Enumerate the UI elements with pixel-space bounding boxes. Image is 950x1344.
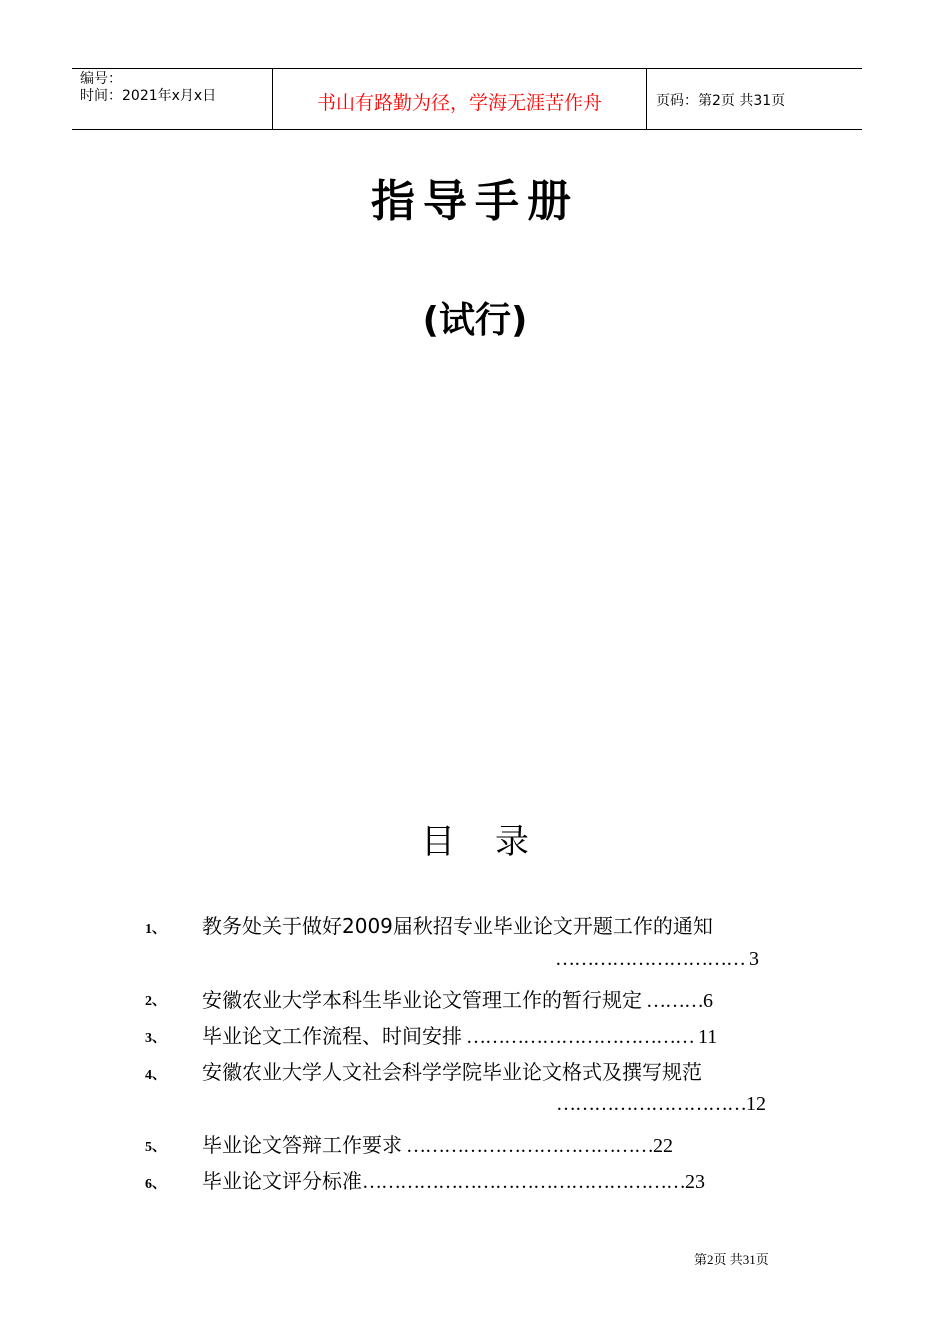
toc-item-dots: ………………………………… xyxy=(402,1135,653,1157)
toc-item-number: 1、 xyxy=(145,922,166,937)
toc-item-dots: …………………………………………… xyxy=(362,1171,685,1193)
time-label: 时间：2021年x月x日 xyxy=(80,88,217,104)
toc-item-dots: ……………………………… xyxy=(462,1026,698,1048)
toc-item-title[interactable]: 安徽农业大学人文社会科学学院毕业论文格式及撰写规范 xyxy=(202,1060,702,1084)
page-title: 指导手册 xyxy=(371,176,579,227)
toc-item-number: 2、 xyxy=(145,994,166,1009)
toc-item-page: 23 xyxy=(685,1171,705,1193)
toc-item-dots: ………………………… xyxy=(556,1093,746,1115)
toc-item-row[interactable] xyxy=(202,1129,673,1158)
toc-item-dots: ……… xyxy=(642,990,703,1012)
toc-item-dots: ………………………… xyxy=(555,948,749,970)
page-header xyxy=(72,68,862,130)
toc-item-page: 22 xyxy=(653,1135,673,1157)
serial-label: 编号： xyxy=(80,71,122,87)
toc-item-page[interactable]: 12 xyxy=(746,1093,766,1115)
header-motto: 书山有路勤为径，学海无涯苦作舟 xyxy=(316,92,602,114)
toc-item-number: 6、 xyxy=(145,1177,166,1192)
toc-item-row[interactable] xyxy=(202,984,713,1013)
toc-heading-char: 目 xyxy=(421,822,455,862)
toc-item-page: 11 xyxy=(698,1026,718,1048)
toc-heading xyxy=(0,814,950,863)
toc-item-page: 6 xyxy=(703,990,713,1012)
header-divider xyxy=(646,69,647,129)
page-subtitle: (试行) xyxy=(422,300,528,341)
toc-item-row[interactable] xyxy=(202,1165,705,1194)
toc-item-leader-line xyxy=(555,948,759,971)
toc-item-number: 5、 xyxy=(145,1140,166,1155)
toc-item-title[interactable]: 教务处关于做好2009届秋招专业毕业论文开题工作的通知 xyxy=(202,914,713,938)
toc-item-title: 毕业论文评分标准 xyxy=(202,1169,362,1193)
page-footer: 第2页 共31页 xyxy=(694,1252,769,1267)
toc-item-title: 毕业论文工作流程、时间安排 xyxy=(202,1024,462,1048)
toc-item-number: 4、 xyxy=(145,1068,166,1083)
header-meta xyxy=(80,71,275,105)
toc-item-number: 3、 xyxy=(145,1031,166,1046)
toc-heading-char: 录 xyxy=(495,822,529,862)
toc-item-row[interactable] xyxy=(202,1020,717,1049)
toc-item-title: 安徽农业大学本科生毕业论文管理工作的暂行规定 xyxy=(202,988,642,1012)
toc-item-title: 毕业论文答辩工作要求 xyxy=(202,1133,402,1157)
toc-item-leader-line xyxy=(556,1093,766,1116)
header-page-label: 页码：第2页 共31页 xyxy=(656,93,786,109)
toc-item-page[interactable]: 3 xyxy=(749,948,759,970)
